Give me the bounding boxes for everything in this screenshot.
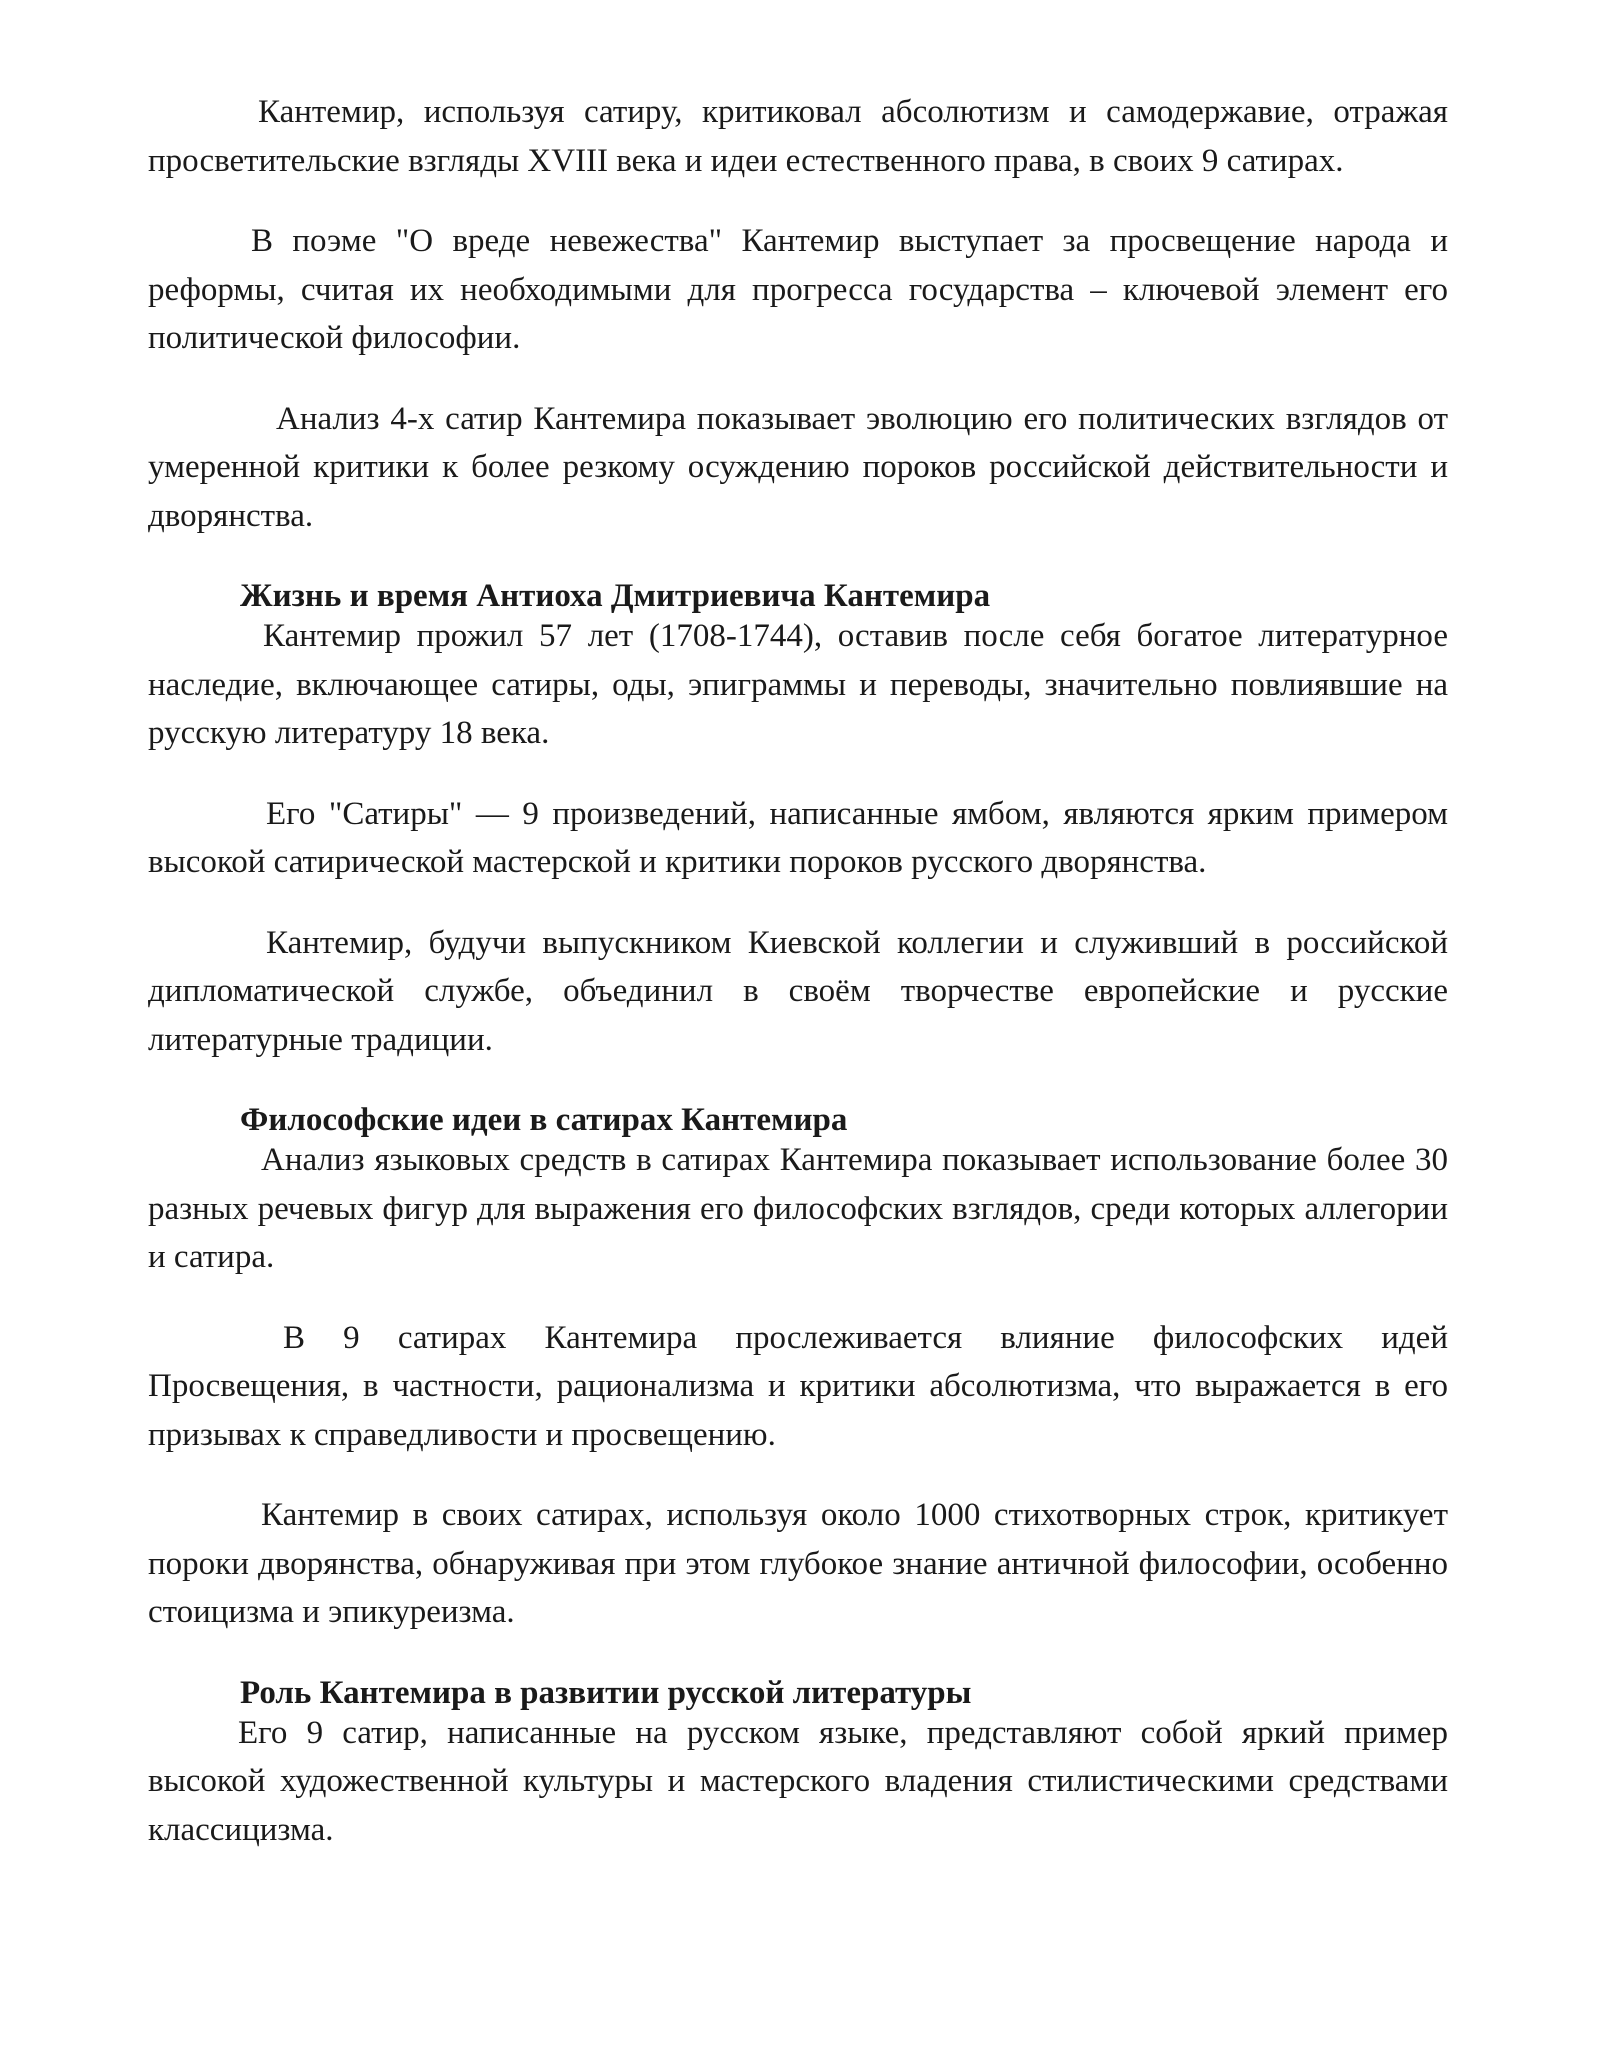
- paragraph-satires-iambic: Его "Сатиры" — 9 произведений, написанные ямбом, являются ярким примером высокой сатирической мастерской и критики пороков русского дворянства.: [148, 795, 1448, 880]
- paragraph-nine-satires-culture: Его 9 сатир, написанные на русском языке, представляют собой яркий пример высокой художественной культуры и мастерского владения стилистическими средствами классицизма.: [148, 1714, 1448, 1848]
- heading-philosophical-ideas: Философские идеи в сатирах Кантемира: [240, 1102, 848, 1138]
- document-page: [148, 88, 1448, 1886]
- paragraph-enlightenment-influence: В 9 сатирах Кантемира прослеживается влияние философских идей Просвещения, в частности, рационализма и критики абсолютизма, что выражается в его призывах к справедливости и просвещению.: [148, 1319, 1448, 1453]
- paragraph-four-satires-analysis: Анализ 4-х сатир Кантемира показывает эволюцию его политических взглядов от умеренной критики к более резкому осуждению пороков российской действительности и дворянства.: [148, 400, 1448, 534]
- paragraph-kiev-college-diplomacy: Кантемир, будучи выпускником Киевской коллегии и служивший в российской дипломатической службе, объединил в своём творчестве европейские и русские литературные традиции.: [148, 924, 1448, 1058]
- paragraph-thousand-lines: Кантемир в своих сатирах, используя около 1000 стихотворных строк, критикует пороки дворянства, обнаруживая при этом глубокое знание античной философии, особенно стоицизма и эпикуреизма.: [148, 1497, 1448, 1630]
- paragraph-lifespan-legacy: Кантемир прожил 57 лет (1708-1744), оставив после себя богатое литературное наследие, включающее сатиры, оды, эпиграммы и переводы, значительно повлиявшие на русскую литературу 18 века.: [148, 618, 1448, 751]
- heading-life-and-times: Жизнь и время Антиоха Дмитриевича Кантемира: [240, 578, 991, 614]
- paragraph-language-means: Анализ языковых средств в сатирах Кантемира показывает использование более 30 разных речевых фигур для выражения его философских взглядов, среди которых аллегории и сатира.: [148, 1142, 1448, 1275]
- heading-role-in-literature: Роль Кантемира в развитии русской литературы: [240, 1674, 972, 1711]
- paragraph-satire-critique: Кантемир, используя сатиру, критиковал абсолютизм и самодержавие, отражая просветительские взгляды XVIII века и идеи естественного права, в своих 9 сатирах.: [148, 94, 1448, 179]
- paragraph-poem-ignorance: В поэме "О вреде невежества" Кантемир выступает за просвещение народа и реформы, считая их необходимыми для прогресса государства – ключевой элемент его политической философии.: [148, 223, 1448, 356]
